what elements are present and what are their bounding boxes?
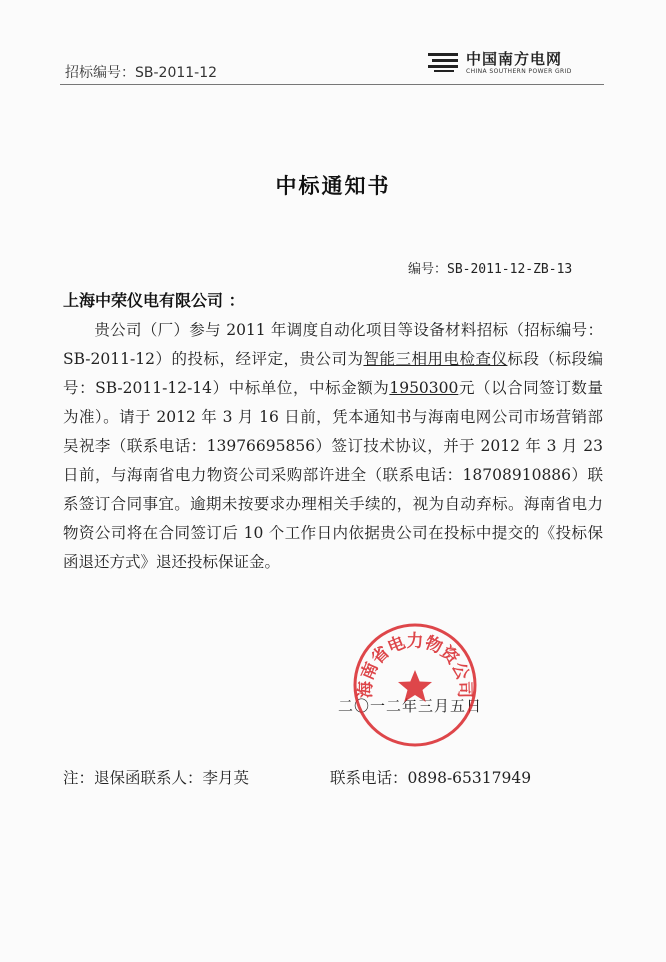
logo-en-text: CHINA SOUTHERN POWER GRID (466, 68, 572, 75)
company-logo (428, 48, 608, 78)
logo-cn-text: 中国南方电网 (466, 50, 563, 68)
seal-star-icon (398, 670, 432, 702)
seal-text: 海南省电力物资公司 (355, 631, 475, 699)
notice-body (63, 316, 603, 577)
document-title: 中标通知书 (275, 174, 391, 198)
csg-logo-icon (428, 50, 460, 74)
recipient-company: 上海中荣仪电有限公司 ： (63, 291, 245, 310)
lot-name: 智能三相用电检查仪 (363, 350, 508, 368)
signature-date: 二〇一二年三月五日 (338, 697, 483, 715)
guarantee-phone: 联系电话：0898-65317949 (330, 769, 532, 787)
header-divider (60, 84, 604, 85)
body-part-2: 标段（标段编号：SB-2011-12-14）中标单位，中标金额为 (63, 350, 603, 397)
tender-number: 招标编号：SB-2011-12 (65, 65, 218, 81)
reference-number: 编号：SB-2011-12-ZB-13 (408, 262, 573, 277)
official-seal (350, 620, 480, 750)
body-part-1: 贵公司（厂）参与 2011 年调度自动化项目等设备材料招标（招标编号：SB-2011-12）的投标，经评定，贵公司为 (63, 321, 603, 368)
bid-amount: 1950300 (389, 379, 459, 397)
body-part-3: 元（以合同签订数量为准）。请于 2012 年 3 月 16 日前，凭本通知书与海南电网公司市场营销部吴祝李（联系电话：13976695856）签订技术协议，并于 2012 年 3 月 23 日前，与海南省电力物资公司采购部许进全（联系电话：18708910886）联系签订合同事宜。逾期未按要求办理相关手续的，视为自动弃标。海南省电力物资公司将在合同签订后 10 个工作日内依据贵公司在投标中提交的《投标保函退还方式》退还投标保证金。 (63, 379, 603, 571)
guarantee-contact: 注：退保函联系人：李月英 (63, 769, 250, 787)
